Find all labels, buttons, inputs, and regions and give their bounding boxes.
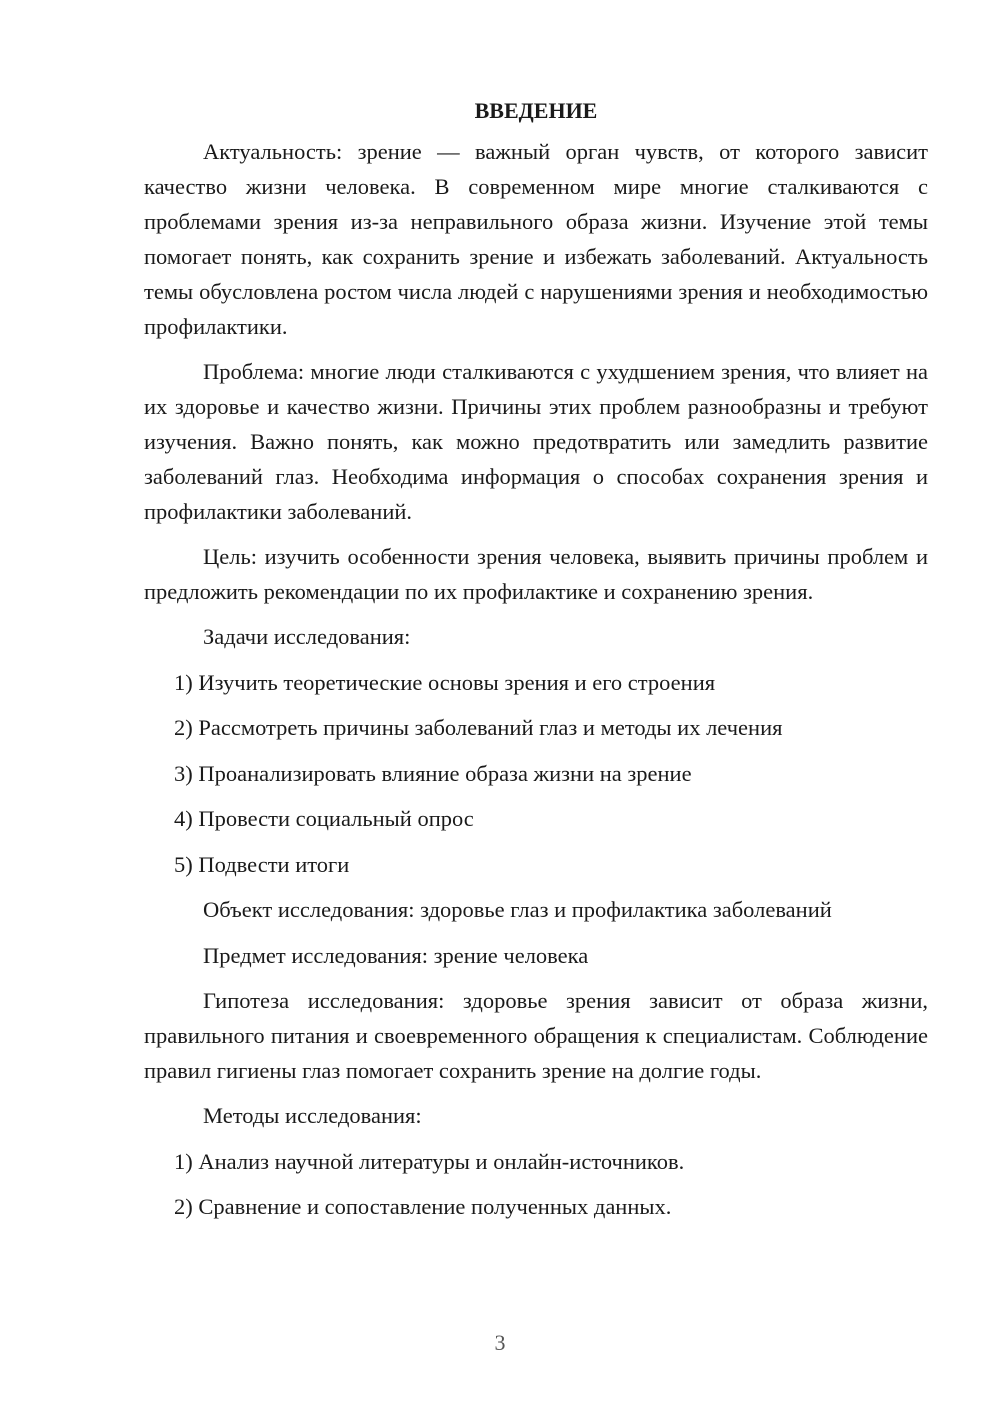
tasks-label: Задачи исследования: — [203, 624, 411, 649]
method-item: 2) Сравнение и сопоставление полученных данных. — [174, 1194, 672, 1219]
problem-paragraph: Проблема: многие люди сталкиваются с ухудшением зрения, что влияет на их здоровье и качество жизни. Причины этих проблем разнообразны и требуют изучения. Важно понять, как можно предотвратить или замедлить развитие заболеваний глаз. Необходима информация о способах сохранения зрения и профилактики заболеваний. — [144, 359, 928, 524]
task-item: 2) Рассмотреть причины заболеваний глаз и методы их лечения — [174, 715, 783, 740]
relevance-paragraph: Актуальность: зрение — важный орган чувств, от которого зависит качество жизни человека. В современном мире многие сталкиваются с проблемами зрения из-за неправильного образа жизни. Изучение этой темы помогает понять, как сохранить зрение и избежать заболеваний. Актуальность темы обусловлена ростом числа людей с нарушениями зрения и необходимостью профилактики. — [144, 139, 928, 339]
methods-label: Методы исследования: — [203, 1103, 422, 1128]
page-number: 3 — [494, 1330, 506, 1355]
page-title: ВВЕДЕНИЕ — [474, 98, 598, 123]
research-object: Объект исследования: здоровье глаз и профилактика заболеваний — [203, 897, 832, 922]
research-subject: Предмет исследования: зрение человека — [203, 942, 589, 968]
task-item: 4) Провести социальный опрос — [174, 806, 474, 831]
task-item: 3) Проанализировать влияние образа жизни на зрение — [174, 760, 692, 786]
task-item: 1) Изучить теоретические основы зрения и его строения — [174, 669, 716, 695]
document-page — [144, 94, 928, 1235]
goal-paragraph: Цель: изучить особенности зрения человека, выявить причины проблем и предложить рекомендации по их профилактике и сохранению зрения. — [144, 544, 928, 604]
hypothesis-paragraph: Гипотеза исследования: здоровье зрения зависит от образа жизни, правильного питания и своевременного обращения к специалистам. Соблюдение правил гигиены глаз помогает сохранить зрение на долгие годы. — [144, 988, 928, 1083]
method-item: 1) Анализ научной литературы и онлайн-источников. — [174, 1148, 685, 1174]
task-item: 5) Подвести итоги — [174, 851, 350, 877]
